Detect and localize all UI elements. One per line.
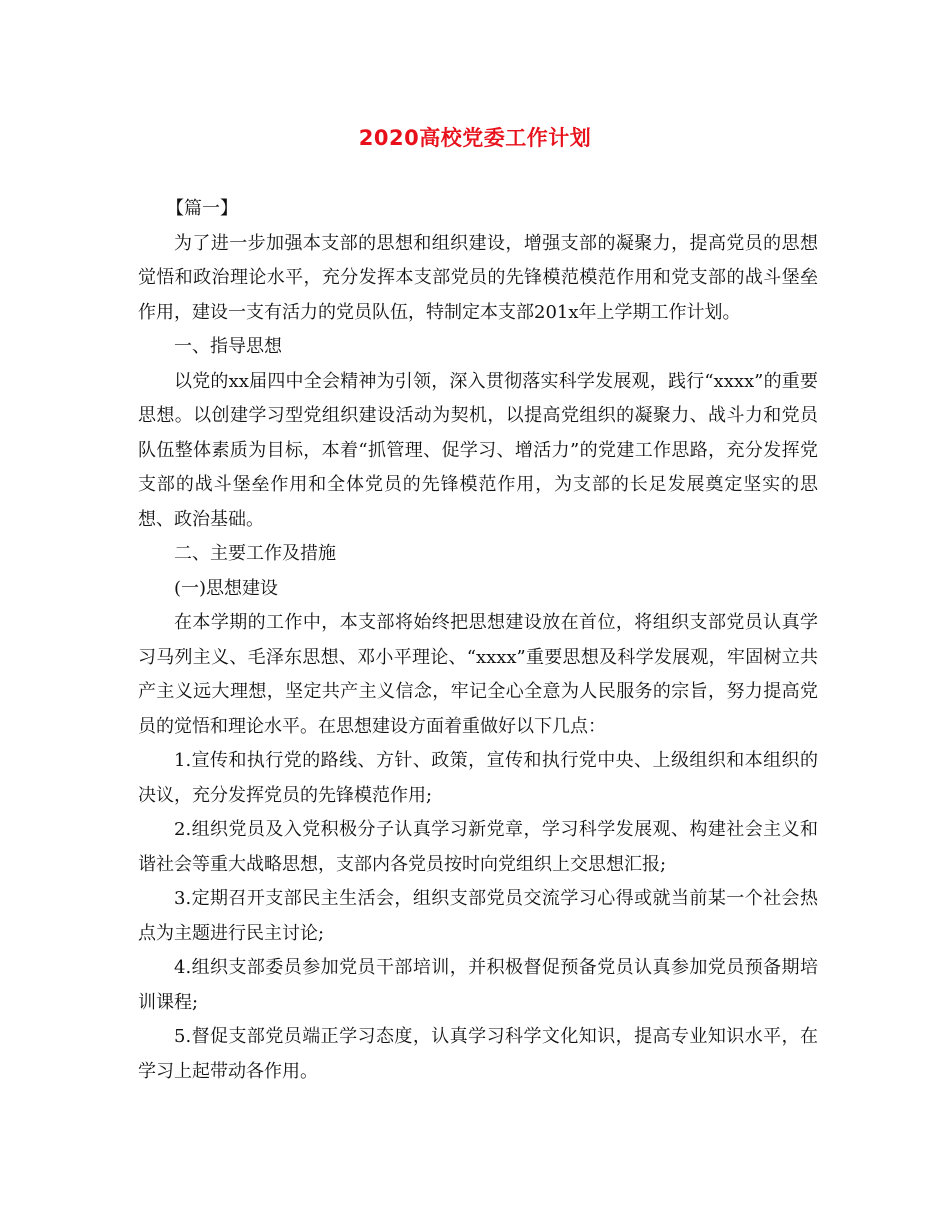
ideology-paragraph: 在本学期的工作中，本支部将始终把思想建设放在首位，将组织支部党员认真学习马列主义、毛泽东思想、邓小平理论、“xxxx”重要思想及科学发展观，牢固树立共产主义远大理想，坚定共产主义信念，牢记全心全意为人民服务的宗旨，努力提高党员的觉悟和理论水平。在思想建设方面着重做好以下几点： xyxy=(138,612,818,737)
list-item: 5.督促支部党员端正学习态度，认真学习科学文化知识，提高专业知识水平，在学习上起带动各作用。 xyxy=(138,1026,818,1082)
section-heading: 一、指导思想 xyxy=(174,336,282,357)
list-item: 4.组织支部委员参加党员干部培训，并积极督促预备党员认真参加党员预备期培训课程; xyxy=(138,957,818,1013)
guiding-thought-paragraph: 以党的xx届四中全会精神为引领，深入贯彻落实科学发展观，践行“xxxx”的重要思想。以创建学习型党组织建设活动为契机，以提高党组织的凝聚力、战斗力和党员队伍整体素质为目标，本着“抓管理、促学习、增活力”的党建工作思路，充分发挥党支部的战斗堡垒作用和全体党员的先锋模范作用，为支部的长足发展奠定坚实的思想、政治基础。 xyxy=(138,370,818,530)
document-body xyxy=(138,192,818,1089)
document-title: 2020高校党委工作计划 xyxy=(358,126,592,150)
section-heading: 二、主要工作及措施 xyxy=(174,543,336,564)
subsection-heading: (一)思想建设 xyxy=(174,577,279,599)
intro-paragraph: 为了进一步加强本支部的思想和组织建设，增强支部的凝聚力，提高党员的思想觉悟和政治理论水平，充分发挥本支部党员的先锋模范模范作用和党支部的战斗堡垒作用，建设一支有活力的党员队伍，特制定本支部201x年上学期工作计划。 xyxy=(138,232,818,323)
list-item: 3.定期召开支部民主生活会，组织支部党员交流学习心得或就当前某一个社会热点为主题进行民主讨论; xyxy=(138,888,818,944)
list-item: 1.宣传和执行党的路线、方针、政策，宣传和执行党中央、上级组织和本组织的决议，充分发挥党员的先锋模范作用; xyxy=(138,750,818,806)
list-item: 2.组织党员及入党积极分子认真学习新党章，学习科学发展观、构建社会主义和谐社会等重大战略思想，支部内各党员按时向党组织上交思想汇报; xyxy=(138,819,818,875)
section-label: 【篇一】 xyxy=(166,198,238,219)
